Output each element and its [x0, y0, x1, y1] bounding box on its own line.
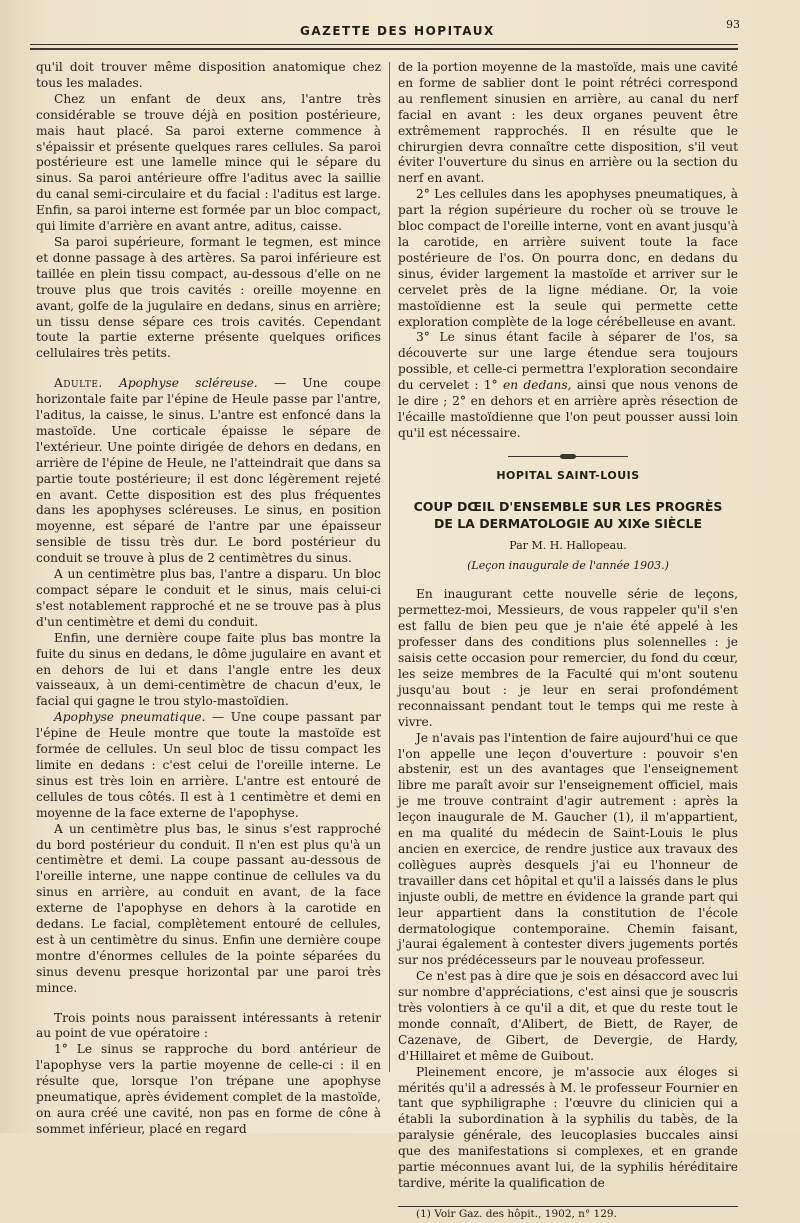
section-label: Adulte.: [54, 376, 103, 391]
header-rule-thick: [30, 48, 738, 50]
emphasis: en dedans,: [503, 378, 572, 393]
paragraph: Pleinement encore, je m'associe aux éloges si mérités qu'il a adressés à M. le professeur Fournier en tant que syphiligraphe : l'œuvre du clinicien qui a établi la subordination à la syphilis du tabès, de la paralysie générale, des leucoplasies buccales ainsi que des manifestations si complexes, et en grande partie méconnues avant lui, de la syphilis héréditaire tardive, mérite la qualification de: [398, 1064, 738, 1190]
paragraph: Sa paroi supérieure, formant le tegmen, est mince et donne passage à des artères. Sa paroi inférieure est taillée en plein tissu compact, au-dessous d'elle on ne trouve plus que trois cavités : oreille moyenne en avant, golfe de la jugulaire en dedans, sinus en arrière; un tissu dense sépare ces trois cavités. Cependant toute la partie externe présente quelques orifices cellulaires très petits.: [36, 234, 381, 361]
paragraph-text: ainsi que nous venons de le dire ; 2° en dehors et en arrière après résection de l'écaille mastoïdienne que l'on peut pousser aussi loin qu'il est nécessaire.: [398, 378, 739, 440]
left-column: [36, 60, 381, 1138]
paragraph-adulte: [36, 376, 381, 567]
paragraph: 2° Les cellules dans les apophyses pneumatiques, à part la région supérieure du rocher où se trouve le bloc compact de l'oreille interne, vont en avant jusqu'à la carotide, en arrière suivent toute la face postérieure de l'os. On pourra donc, en dedans du sinus, évider largement la mastoïde et arriver sur le cervelet près de la ligne médiane. Or, la voie mastoïdienne est la seule qui permette cette exploration complète de la loge cérébelleuse en avant.: [398, 187, 738, 329]
section-heading: HOPITAL SAINT-LOUIS: [496, 468, 640, 482]
paragraph-text: — Une coupe passant par l'épine de Heule montre que toute la mastoïde est formée de cellules. Un seul bloc de tissu compact les limite en dedans : c'est celui de l'oreille interne. Le sinus est très loin en arrière. L'antre est entouré de cellules de tous côtés. Il est à 1 centimètre et demi en moyenne de la face externe de l'apophyse.: [36, 710, 382, 820]
paragraph: Trois points nous paraissent intéressants à retenir au point de vue opératoire :: [36, 1010, 381, 1041]
paragraph-3: [398, 330, 738, 441]
article-title: [398, 498, 738, 532]
paragraph-text: 3° Le sinus étant facile à séparer de l'os, sa découverte sur une large étendue sera toujours possible, et celle-ci permettra l'exploration secondaire du cervelet : 1°: [398, 330, 738, 393]
right-column: [398, 60, 738, 1223]
paragraph: A un centimètre plus bas, le sinus s'est rapproché du bord postérieur du conduit. Il n'en est plus qu'à un centimètre et demi. La coupe passant au-dessous de l'oreille interne, une nappe continue de cellules va du sinus en arrière, au conduit en avant, de la face externe de l'apophyse en dehors à la carotide en dedans. Le facial, complètement entouré de cellules, est à un centimètre du sinus. Enfin une dernière coupe montre d'énormes cellules de la pointe séparées du sinus devenu presque horizontal par une paroi très mince.: [36, 821, 381, 995]
paragraph: Je n'avais pas l'intention de faire aujourd'hui ce que l'on appelle une leçon d'ouverture : pouvoir s'en abstenir, est un des avantages que l'enseignement libre me paraît avoir sur l'enseignement officiel, mais je me trouve contraint d'agir autrement : après la leçon inaugurale de M. Gaucher (1), il m'appartient, en ma qualité du médecin de Saint-Louis le plus ancien en exercice, de rendre justice aux travaux des collègues auprès desquels j'ai eu l'honneur de travailler dans cet hôpital et qu'il a laissés dans le plus injuste oubli, de mettre en évidence la grande part qui leur appartient dans la constitution de l'école dermatologique contemporaine. Chemin faisant, j'aurai également à contester divers jugements portés sur nos prédécesseurs par le nouveau professeur.: [398, 730, 738, 968]
paragraph: Chez un enfant de deux ans, l'antre très considérable se trouve déjà en position postérieure, mais haut placé. Sa paroi externe commence à s'épaissir et présente quelques rares cellules. Sa paroi postérieure est une lamelle mince qui le sépare du sinus. Sa paroi antérieure offre l'aditus avec la saillie du canal semi-circulaire et du facial : l'aditus est large. Enfin, sa paroi interne est formée par un bloc compact, qui limite d'arrière en avant antre, aditus, caisse.: [36, 91, 381, 234]
paragraph: qu'il doit trouver même disposition anatomique chez tous les malades.: [36, 60, 381, 90]
paragraph: En inaugurant cette nouvelle série de leçons, permettez-moi, Messieurs, de vous rappeler qu'il s'en est fallu de bien peu que je n'aie été appelé à les professer dans des conditions plus solennelles : je saisis cette occasion pour remercier, du fond du cœur, les seize membres de la Faculté qui m'ont soutenu jusqu'au bout : je leur en serai profondément reconnaissant pendant tout le temps qui me reste à vivre.: [398, 587, 738, 729]
subsection-title: Apophyse pneumatique.: [54, 710, 206, 725]
paragraph: Enfin, une dernière coupe faite plus bas montre la fuite du sinus en dedans, le dôme jugulaire en avant et en dehors de lui et dans l'angle entre les deux vaisseaux, à un demi-centimètre de chacun d'eux, le facial qui gagne le trou stylo-mastoïdien.: [36, 630, 381, 709]
running-head: GAZETTE DES HOPITAUX: [300, 24, 495, 38]
paragraph: Ce n'est pas à dire que je sois en désaccord avec lui sur nombre d'appréciations, c'est ainsi que je souscris très volontiers à ce qu'il a dit, et que du reste tout le monde connaît, d'Alibert, de Biett, de Rayer, de Cazenave, de Gibert, de Devergie, de Hardy, d'Hillairet et même de Guibout.: [398, 969, 738, 1063]
header-rule: [30, 44, 738, 45]
subsection-title: Apophyse scléreuse.: [119, 376, 258, 391]
column-divider: [389, 62, 390, 1072]
footnote: (1) Voir Gaz. des hôpit., 1902, n° 129.: [416, 1207, 617, 1220]
paragraph-text: — Une coupe horizontale faite par l'épine de Heule passe par l'antre, l'aditus, la caisse, le sinus. L'antre est enfoncé dans la mastoïde. Une corticale épaisse le sépare de l'extérieur. Une pointe dirigée de dehors en dedans, en arrière de l'épine de Heule, ne l'atteindrait que dans sa partie toute postérieure; il est donc légèrement rejeté en avant. Cette disposition est des plus fréquentes dans les apophyses scléreuses. Le sinus, en position moyenne, est séparé de l'antre par une épaisseur sensible de tissu très dur. Le bord postérieur du conduit se trouve à plus de 2 centimètres du sinus.: [36, 376, 382, 566]
article-title-line: DE LA DERMATOLOGIE AU XIXe SIÈCLE: [433, 515, 703, 531]
paragraph: 1° Le sinus se rapproche du bord antérieur de l'apophyse vers la partie moyenne de celle-ci : il en résulte que, lorsque l'on trépane une apophyse pneumatique, après évidement complet de la mastoïde, on aura créé une cavité, non pas en forme de cône à sommet inférieur, placé en regard: [36, 1042, 381, 1136]
article-subtitle: (Leçon inaugurale de l'année 1903.): [467, 558, 669, 572]
page-number: 93: [726, 18, 740, 31]
byline: Par M. H. Hallopeau.: [509, 538, 627, 552]
paragraph: A un centimètre plus bas, l'antre a disparu. Un bloc compact sépare le conduit et le sinus, mais celui-ci s'est notablement rapproché et ne se trouve pas à plus d'un centimètre et demi du conduit.: [36, 567, 381, 629]
paragraph: de la portion moyenne de la mastoïde, mais une cavité en forme de sablier dont le point rétréci correspond au renflement sinusien en arrière, au canal du nerf facial en avant : les deux organes peuvent être extrêmement rapprochés. Il en résulte que le chirurgien devra connaître cette disposition, s'il veut éviter l'ouverture du sinus en arrière ou la section du nerf en avant.: [398, 60, 738, 186]
paragraph-pneumatique: [36, 710, 381, 821]
article-title-line: COUP DŒIL D'ENSEMBLE SUR LES PROGRÈS: [413, 498, 723, 514]
section-ornament: [508, 456, 628, 460]
